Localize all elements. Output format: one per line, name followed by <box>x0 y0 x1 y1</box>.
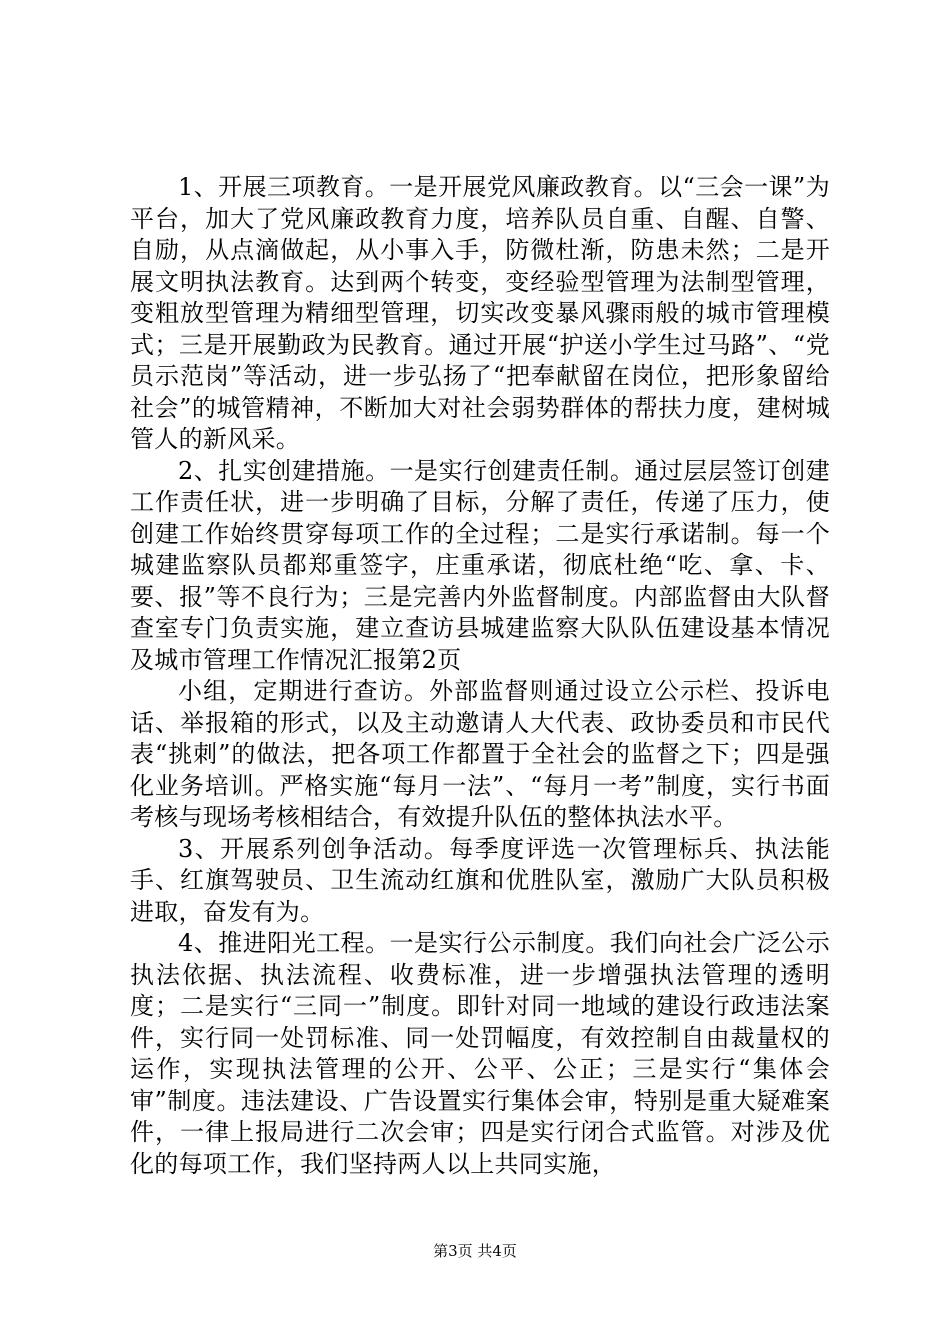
paragraph-sunshine: 4、推进阳光工程。一是实行公示制度。我们向社会广泛公示执法依据、执法流程、收费标准，进一步增强执法管理的透明度；二是实行“三同一”制度。即针对同一地域的建设行政违法案件，实行同一处罚标准、同一处罚幅度，有效控制自由裁量权的运作，实现执法管理的公开、公平、公正；三是实行“集体会审”制度。违法建设、广告设置实行集体会审，特别是重大疑难案件，一律上报局进行二次会审；四是实行闭合式监管。对涉及优化的每项工作，我们坚持两人以上共同实施， <box>130 929 830 1178</box>
page-number: 第3页 共4页 <box>433 1242 517 1260</box>
paragraph-supervision: 小组，定期进行查访。外部监督则通过设立公示栏、投诉电话、举报箱的形式，以及主动邀请人大代表、政协委员和市民代表“挑刺”的做法，把各项工作都置于全社会的监督之下；四是强化业务培训。严格实施“每月一法”、“每月一考”制度，实行书面考核与现场考核相结合，有效提升队伍的整体执法水平。 <box>130 677 830 831</box>
paragraph-education: 1、开展三项教育。一是开展党风廉政教育。以“三会一课”为平台，加大了党风廉政教育力度，培养队员自重、自醒、自警、自励，从点滴做起，从小事入手，防微杜渐，防患未然；二是开展文明执法教育。达到两个转变，变经验型管理为法制型管理，变粗放型管理为精细型管理，切实改变暴风骤雨般的城市管理模式；三是开展勤政为民教育。通过开展“护送小学生过马路”、“党员示范岗”等活动，进一步弘扬了“把奉献留在岗位，把形象留给社会”的城管精神，不断加大对社会弱势群体的帮扶力度，建树城管人的新风采。 <box>130 173 830 453</box>
document-body <box>130 172 830 1180</box>
paragraph-competition: 3、开展系列创争活动。每季度评选一次管理标兵、执法能手、红旗驾驶员、卫生流动红旗和优胜队室，激励广大队员积极进取，奋发有为。 <box>130 834 830 926</box>
page-footer <box>0 1240 950 1261</box>
paragraph-measures: 2、扎实创建措施。一是实行创建责任制。通过层层签订创建工作责任状，进一步明确了目标，分解了责任，传递了压力，使创建工作始终贯穿每项工作的全过程；二是实行承诺制。每一个城建监察队员都郑重签字，庄重承诺，彻底杜绝“吃、拿、卡、要、报”等不良行为；三是完善内外监督制度。内部监督由大队督查室专门负责实施，建立查访县城建监察大队队伍建设基本情况及城市管理工作情况汇报第2页 <box>130 456 830 674</box>
